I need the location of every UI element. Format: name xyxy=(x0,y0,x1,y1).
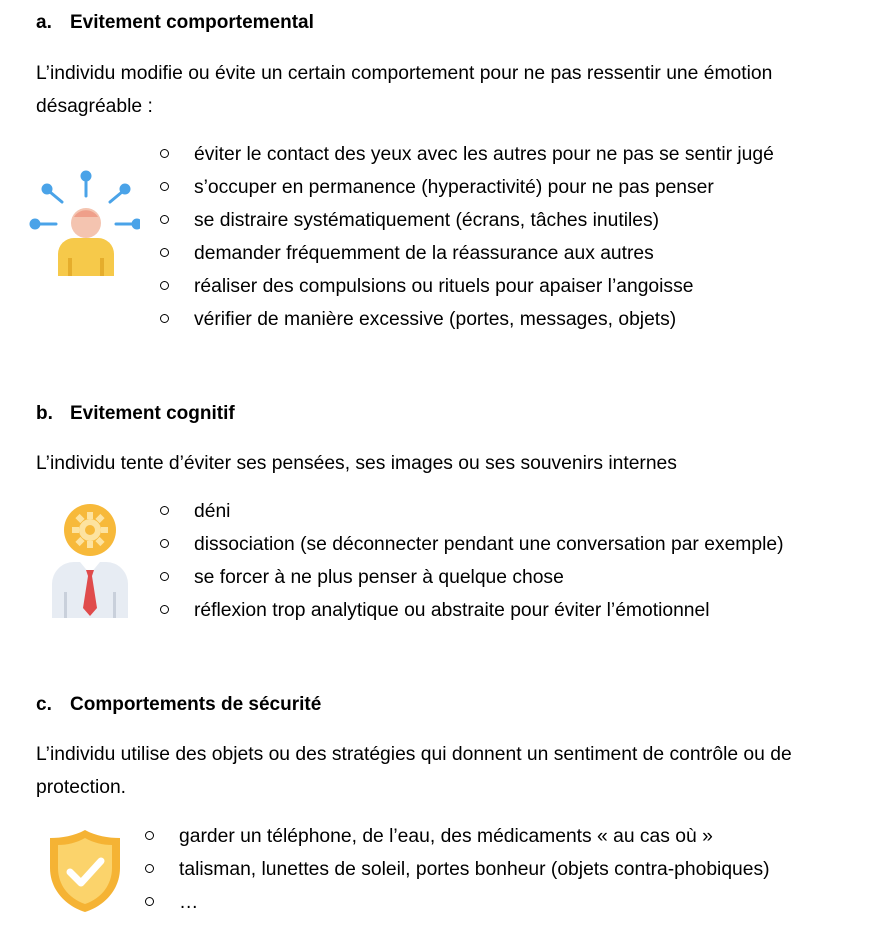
section-title: Evitement comportemental xyxy=(70,12,314,33)
circle-bullet-icon xyxy=(160,605,169,614)
section-title: Evitement cognitif xyxy=(70,403,235,424)
section-title: Comportements de sécurité xyxy=(70,694,322,715)
circle-bullet-icon xyxy=(160,215,169,224)
circle-bullet-icon xyxy=(160,182,169,191)
circle-bullet-icon xyxy=(160,506,169,515)
section-heading: b. Evitement cognitif xyxy=(36,403,235,424)
businessman-gear-head-icon xyxy=(50,500,130,620)
person-radiating-arrows-icon xyxy=(28,170,140,278)
shield-check-icon xyxy=(48,828,122,914)
circle-bullet-icon xyxy=(145,864,154,873)
circle-bullet-icon xyxy=(160,539,169,548)
section-intro: L’individu utilise des objets ou des stratégies qui donnent un sentiment de contrôle ou de protection. xyxy=(36,744,792,798)
section-intro: L’individu tente d’éviter ses pensées, ses images ou ses souvenirs internes xyxy=(36,453,677,474)
circle-bullet-icon xyxy=(145,897,154,906)
circle-bullet-icon xyxy=(145,831,154,840)
circle-bullet-icon xyxy=(160,314,169,323)
circle-bullet-icon xyxy=(160,572,169,581)
circle-bullet-icon xyxy=(160,248,169,257)
circle-bullet-icon xyxy=(160,281,169,290)
section-heading: c. Comportements de sécurité xyxy=(36,694,322,715)
section-intro: L’individu modifie ou évite un certain comportement pour ne pas ressentir une émotion désagréable : xyxy=(36,63,773,117)
circle-bullet-icon xyxy=(160,149,169,158)
section-heading: a. Evitement comportemental xyxy=(36,12,314,33)
